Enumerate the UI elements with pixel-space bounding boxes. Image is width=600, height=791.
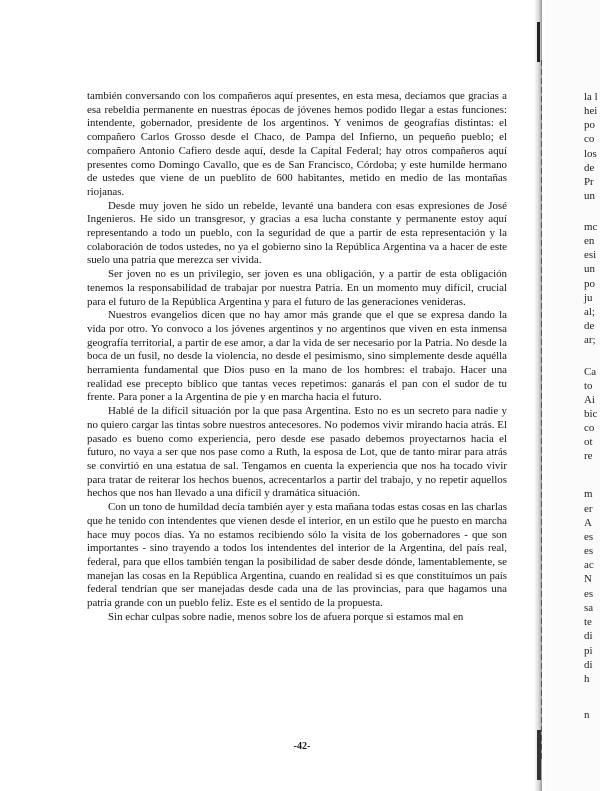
- paragraph: Con un tono de humildad decía también ayer y esta mañana todas estas cosas en las charlas que he tenido con intendentes que vienen desde el interior, en un estilo que he puesto en marcha hace muy pocos días. Ya no estamos recibiendo sólo la visita de los gobernadores - que son importantes - sino trayendo a todos los intendentes del interior de la Argentina, del país real, federal, para que ellos también tengan la posibilidad de saber desde dónde, lamentablemente, se manejan las cosas en la República Argentina, cuando en realidad si es que constituímos un país federal tendrían que ser manejadas desde cada una de las provincias, para que hagamos una patria grande con un pueblo feliz. Este es el sentido de la propuesta.: [87, 501, 507, 610]
- adjacent-text-fragment: A: [584, 517, 592, 529]
- adjacent-text-fragment: pi: [584, 645, 593, 657]
- adjacent-text-fragment: mc: [584, 221, 598, 233]
- adjacent-text-fragment: te: [584, 616, 592, 628]
- adjacent-text-fragment: n: [584, 709, 590, 721]
- adjacent-text-fragment: de: [584, 320, 595, 332]
- adjacent-text-fragment: er: [584, 503, 593, 515]
- binding-edge-top: [537, 22, 540, 62]
- adjacent-text-fragment: di: [584, 659, 593, 671]
- adjacent-text-fragment: Ca: [584, 366, 597, 378]
- document-body: [87, 90, 507, 624]
- adjacent-text-fragment: ac: [584, 559, 594, 571]
- adjacent-text-fragment: esi: [584, 249, 597, 261]
- adjacent-text-fragment: la l: [584, 91, 598, 103]
- adjacent-text-fragment: un: [584, 263, 595, 275]
- adjacent-text-fragment: N: [584, 573, 592, 585]
- adjacent-text-fragment: ar;: [584, 334, 596, 346]
- adjacent-text-fragment: h: [584, 673, 590, 685]
- page-number: -42-: [293, 741, 311, 752]
- adjacent-text-fragment: po: [584, 278, 595, 290]
- adjacent-text-fragment: m: [584, 488, 593, 500]
- adjacent-text-fragment: ot: [584, 436, 593, 448]
- adjacent-text-fragment: sa: [584, 602, 594, 614]
- adjacent-text-fragment: hei: [584, 105, 598, 117]
- binding-edge: [541, 60, 542, 760]
- adjacent-text-fragment: en: [584, 235, 595, 247]
- adjacent-text-fragment: es: [584, 545, 594, 557]
- adjacent-text-fragment: de: [584, 162, 595, 174]
- adjacent-text-fragment: re: [584, 450, 593, 462]
- paragraph: también conversando con los compañeros aquí presentes, en esta mesa, decíamos que gracias a esa rebeldía permanente en nuestras épocas de jóvenes hemos podido llegar a estas funciones: intendente, gobernador, presidente de los argentinos. Y venimos de geografías distintas: el compañero Carlos Grosso desde el Chaco, de Pampa del Infierno, un pequeño pueblo; el compañero Antonio Cafiero desde aquí, desde la Capital Federal; hay otros compañeros aquí presentes como Domingo Cavallo, que es de San Francisco, Córdoba; y este humilde hermano de ustedes que viene de un pueblito de 600 habitantes, metido en medio de las montañas riojanas.: [87, 90, 507, 198]
- adjacent-text-fragment: to: [584, 380, 593, 392]
- adjacent-text-fragment: Ai: [584, 394, 595, 406]
- adjacent-text-fragment: Pr: [584, 176, 594, 188]
- adjacent-text-fragment: ju: [584, 292, 593, 304]
- adjacent-text-fragment: co: [584, 133, 595, 145]
- adjacent-text-fragment: bic: [584, 408, 598, 420]
- adjacent-text-fragment: un: [584, 190, 595, 202]
- adjacent-text-fragment: es: [584, 531, 594, 543]
- paragraph: Nuestros evangelios dicen que no hay amor más grande que el que se expresa dando la vida por otro. Yo convoco a los jóvenes argentinos y no argentinos que viven en esta inmensa geografía territorial, a partir de ese amor, a dar la vida de ser necesario por la Patria. No desde la boca de un fusil, no desde la violencia, no desde el pesimismo, sino simplemente desde aquélla herramienta fundamental que Dios puso en la mano de los hombres: el trabajo. Hacer una realidad ese precepto bíblico que tantas veces repetimos: ganarás el pan con el sudor de tu frente. Para poner a la Argentina de pie y en marcha hacia el futuro.: [87, 309, 507, 404]
- paragraph: Sin echar culpas sobre nadie, menos sobre los de afuera porque si estamos mal en: [108, 610, 464, 623]
- adjacent-text-fragment: co: [584, 422, 595, 434]
- paragraph: Hablé de la difícil situación por la que pasa Argentina. Esto no es un secreto para nadie y no quiero cargar las tintas sobre nuestros antecesores. No podemos vivir mirando hacia atrás. El pasado es bueno como experiencia, pero desde ese pasado debemos proyectarnos hacia el futuro, no vaya a ser que nos pase como a Ruth, la esposa de Lot, que de tanto mirar para atrás se convirtió en una estatua de sal. Tengamos en cuenta la experiencia que nos ha tocado vivir para tratar de reiterar los hechos buenos, acrecentarlos a partir del trabajo, y no repetir aquellos hechos que nos han llevado a una difícil y dramática situación.: [87, 405, 507, 500]
- paragraph: Ser joven no es un privilegio, ser joven es una obligación, y a partir de esta obligación tenemos la responsabilidad de trabajar por nuestra Patria. En un momento muy difícil, crucial para el futuro de la República Argentina y para el futuro de las generaciones venideras.: [87, 268, 507, 308]
- adjacent-text-fragment: al;: [584, 306, 595, 318]
- paragraph: Desde muy joven he sido un rebelde, levanté una bandera con esas expresiones de José Ingenieros. He sido un transgresor, y gracias a esa lucha constante y permanente estoy aquí representando a todo un pueblo, con la seguridad de que a partir de esta representación y la colaboración de todos ustedes, no ya el gobierno sino la República Argentina va a hacer de este suelo una patria que merezca ser vivida.: [87, 199, 507, 267]
- adjacent-text-fragment: es: [584, 588, 594, 600]
- adjacent-text-fragment: po: [584, 119, 595, 131]
- adjacent-text-fragment: los: [584, 148, 597, 160]
- binding-edge-bottom: [537, 730, 541, 780]
- adjacent-text-fragment: di: [584, 630, 593, 642]
